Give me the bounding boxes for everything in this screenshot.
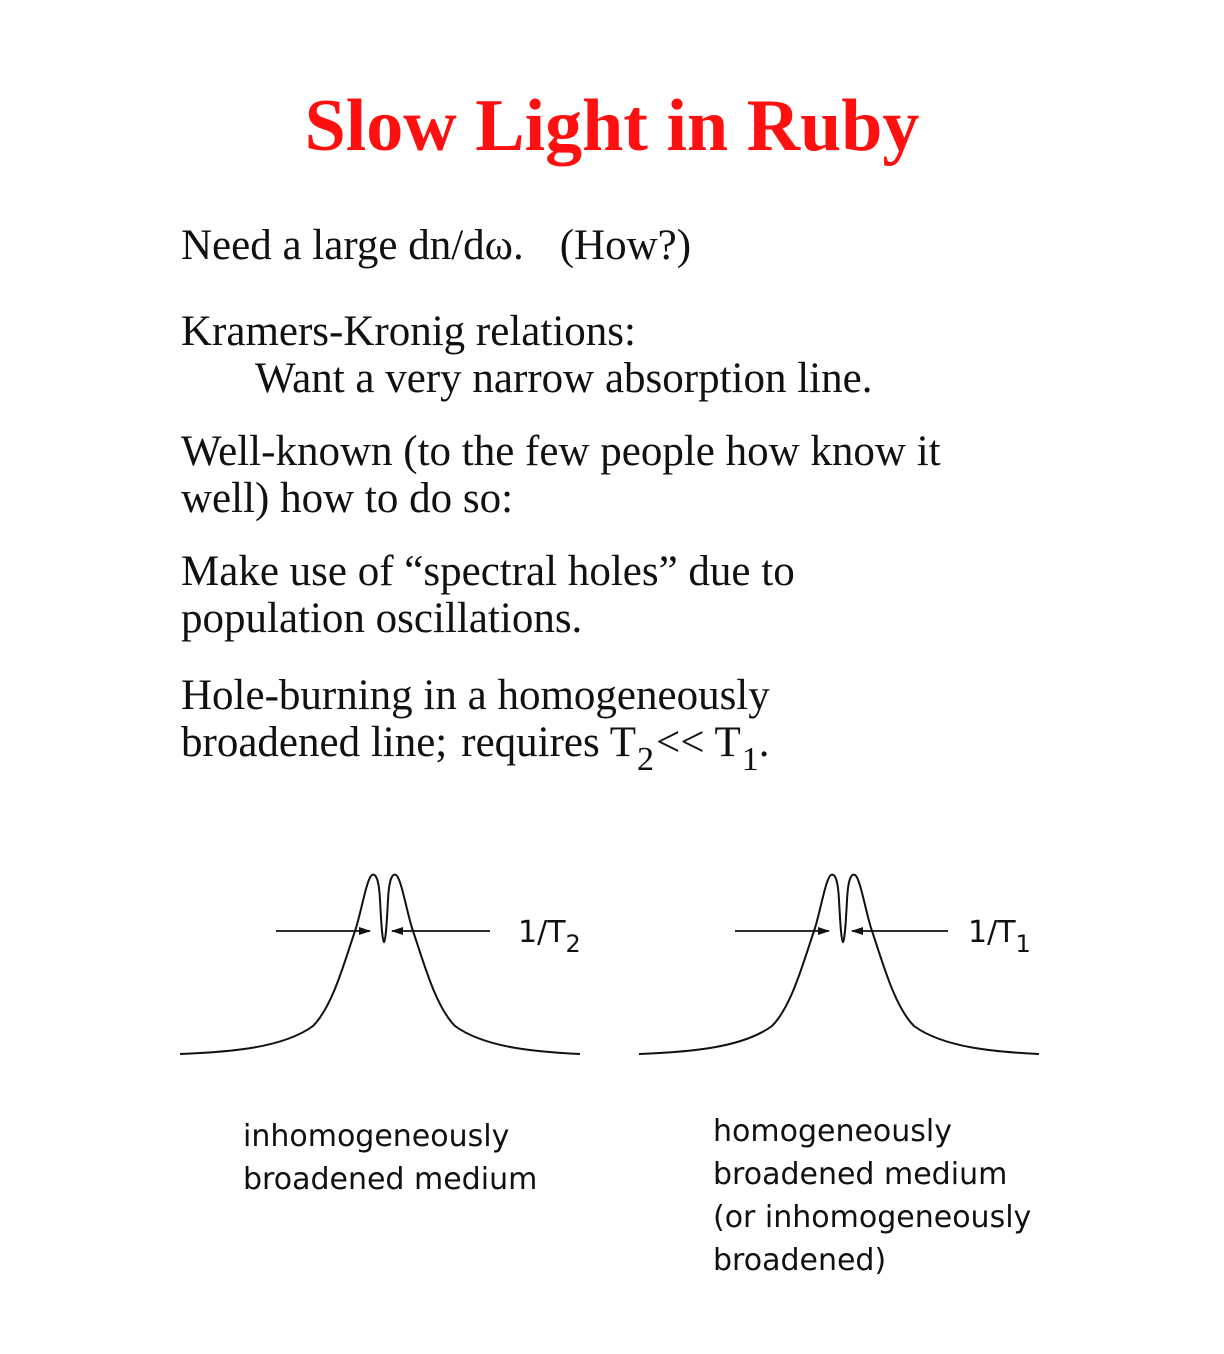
how-text: (How?) [559, 222, 692, 269]
right-caption-line-1: homogeneously [713, 1114, 953, 1149]
kk-line: Kramers-Kronig relations: [181, 308, 636, 355]
broadened-line-text: broadened line; [181, 719, 448, 766]
left-caption [243, 1115, 537, 1201]
much-less-than-text: << T [656, 719, 741, 766]
hole-burning-line-1: Hole-burning in a homogeneously [181, 672, 770, 719]
need-text: Need a large dn/dω. [181, 222, 524, 269]
left-width-label: $1/T_2$ [518, 915, 581, 958]
requires-text: requires T [461, 719, 636, 766]
t2-subscript: 2 [637, 741, 654, 778]
make-use-line-2: population oscillations. [181, 595, 583, 642]
right-caption-line-2: broadened medium [713, 1157, 1008, 1192]
left-caption-line-1: inhomogeneously [243, 1119, 510, 1154]
right-caption-line-3: (or inhomogeneously [713, 1200, 1032, 1235]
left-absorption-diagram [180, 875, 581, 1054]
left-caption-line-2: broadened medium [243, 1162, 538, 1197]
right-absorption-diagram [639, 875, 1039, 1054]
well-known-line-2: well) how to do so: [181, 475, 514, 522]
right-width-label: $1/T_1$ [968, 915, 1031, 958]
right-caption [713, 1110, 1031, 1282]
make-use-line-1: Make use of “spectral holes” due to [181, 548, 795, 595]
right-absorption-curve [639, 875, 1039, 1054]
period-text: . [758, 719, 770, 766]
right-caption-line-4: broadened) [713, 1243, 887, 1278]
t1-subscript: 1 [741, 741, 759, 778]
want-line: Want a very narrow absorption line. [255, 355, 873, 402]
left-absorption-curve [180, 875, 580, 1054]
slide-title: Slow Light in Ruby [304, 85, 920, 167]
well-known-line-1: Well-known (to the few people how know it [181, 428, 941, 475]
